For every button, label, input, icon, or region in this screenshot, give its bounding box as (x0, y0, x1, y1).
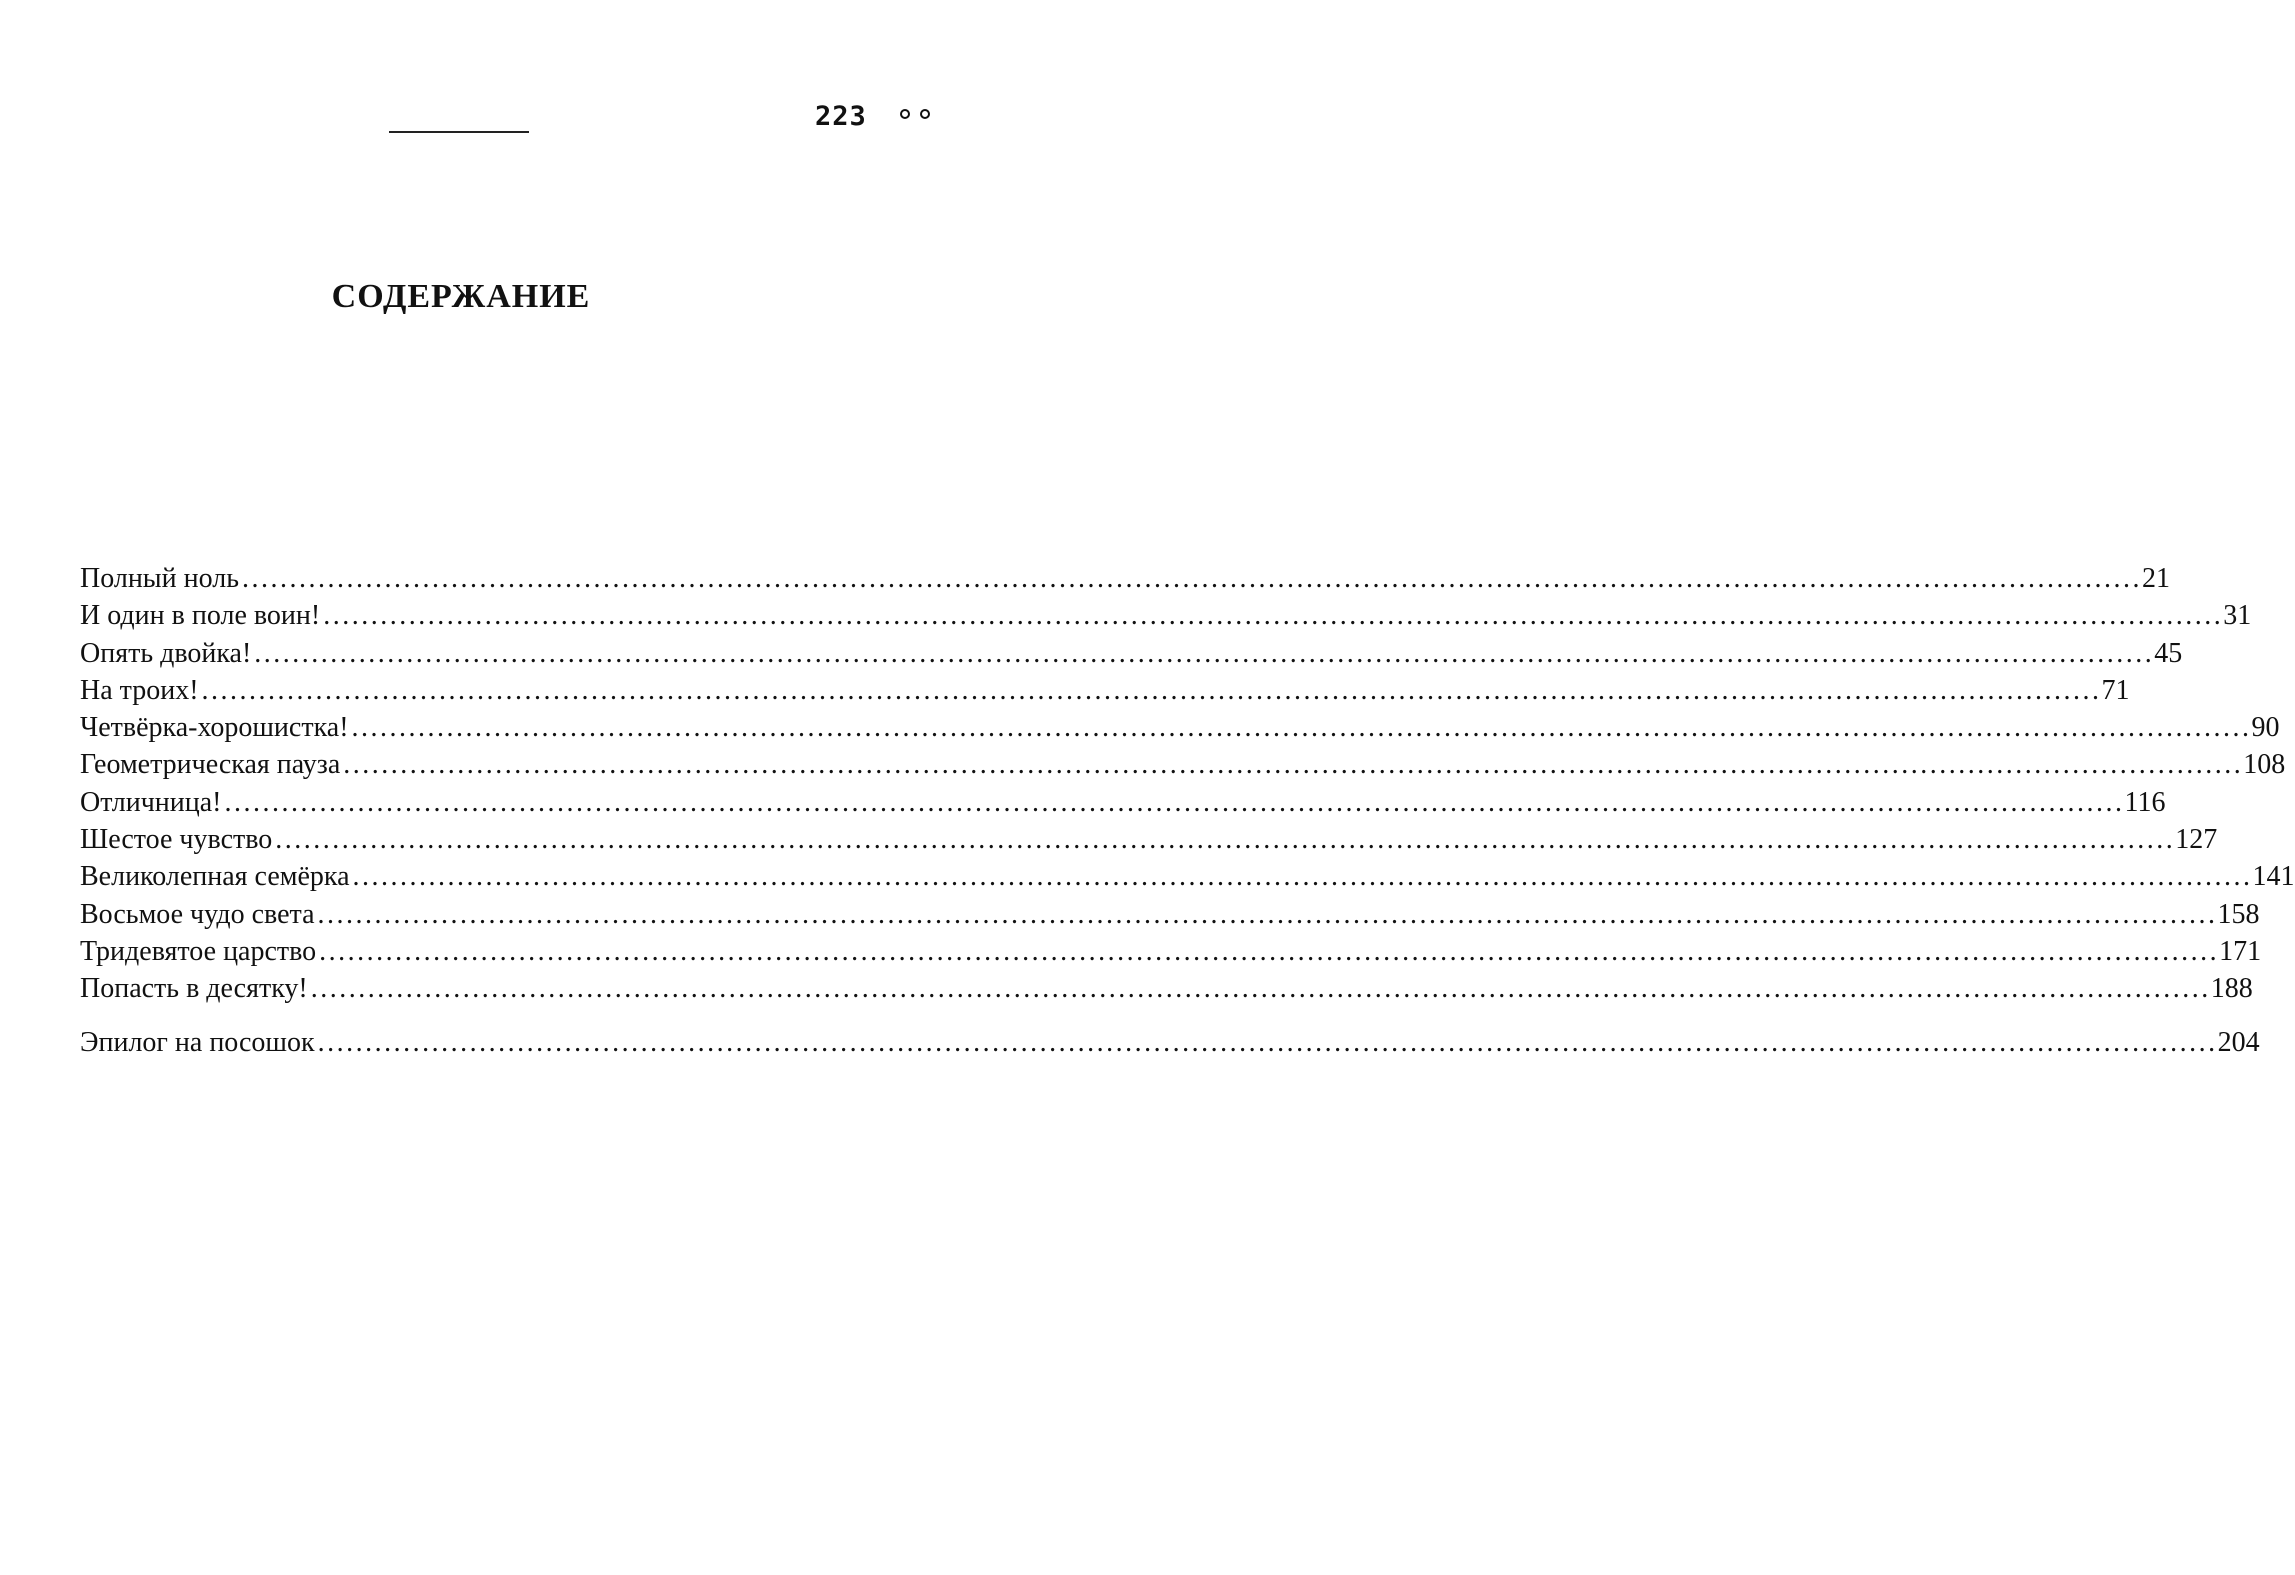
dot-leader: ........................................................................................................................................................................................................ (343, 749, 2244, 781)
toc-entry-page: 108 (2243, 749, 2286, 781)
toc-entry (80, 821, 2218, 858)
toc-entry-title: Полный ноль (80, 563, 239, 594)
header-rule (389, 131, 529, 133)
page-title: СОДЕРЖАНИЕ (331, 278, 591, 315)
toc-entry (80, 746, 2286, 783)
dot-leader: ........................................................................................................................................................................................................ (319, 935, 2220, 967)
toc-entry-title: Геометрическая пауза (80, 749, 341, 781)
table-of-contents (80, 560, 2295, 1061)
toc-entry-page: 21 (2141, 563, 2170, 594)
toc-entry-page: 90 (2251, 712, 2280, 744)
dot-leader: ........................................................................................................................................................................................................ (310, 973, 2211, 1005)
dot-leader: ........................................................................................................................................................................................................ (323, 600, 2224, 632)
toc-entry (80, 896, 2260, 933)
toc-entry-title: Попасть в десятку! (80, 973, 308, 1005)
dot-leader: ........................................................................................................................................................................................................ (317, 898, 2218, 930)
toc-entry-page: 45 (2154, 637, 2183, 669)
toc-entry-title: Восьмое чудо света (80, 898, 315, 930)
toc-entry (80, 784, 2166, 821)
toc-entry-page: 71 (2101, 674, 2130, 706)
toc-entry-title: Четвёрка-хорошистка! (80, 712, 349, 744)
toc-entry-title: И один в поле воин! (80, 600, 321, 632)
toc-entry-page: 127 (2175, 824, 2218, 856)
toc-entry (80, 597, 2252, 634)
toc-entry (80, 635, 2183, 672)
toc-entry-page: 204 (2217, 1026, 2260, 1058)
ornament-icon (900, 109, 930, 119)
dot-leader: ........................................................................................................................................................................................................ (254, 637, 2155, 669)
dot-leader: ........................................................................................................................................................................................................ (241, 563, 2142, 594)
dot-leader: ........................................................................................................................................................................................................ (224, 786, 2125, 818)
circle-icon (900, 109, 910, 119)
toc-entry-page: 158 (2217, 898, 2260, 930)
page-number: 223 (815, 101, 867, 132)
toc-entry (80, 858, 2295, 895)
toc-entry-page: 171 (2219, 935, 2262, 967)
toc-entry-title: Шестое чувство (80, 824, 273, 856)
toc-entry (80, 933, 2262, 970)
dot-leader: ........................................................................................................................................................................................................ (275, 824, 2176, 856)
dot-leader: ........................................................................................................................................................................................................ (201, 674, 2102, 706)
toc-entry-title: Эпилог на посошок (80, 1026, 315, 1058)
circle-icon (920, 109, 930, 119)
toc-entry (80, 970, 2253, 1007)
dot-leader: ........................................................................................................................................................................................................ (317, 1026, 2218, 1058)
toc-entry-title: Великолепная семёрка (80, 861, 350, 893)
toc-entry-title: Тридевятое царство (80, 935, 317, 967)
toc-entry-page: 116 (2124, 786, 2166, 818)
toc-entry-title: Опять двойка! (80, 637, 252, 669)
dot-leader: ........................................................................................................................................................................................................ (352, 861, 2253, 893)
toc-entry (80, 709, 2280, 746)
toc-entry (80, 672, 2130, 709)
toc-entry-page: 188 (2210, 973, 2253, 1005)
toc-entry-epilogue (80, 1024, 2260, 1061)
toc-entry-title: Отличница! (80, 786, 222, 818)
toc-entry-title: На троих! (80, 674, 199, 706)
toc-entry-page: 141 (2252, 861, 2295, 893)
dot-leader: ........................................................................................................................................................................................................ (351, 712, 2252, 744)
toc-entry-page: 31 (2223, 600, 2252, 632)
toc-entry (80, 560, 2170, 597)
